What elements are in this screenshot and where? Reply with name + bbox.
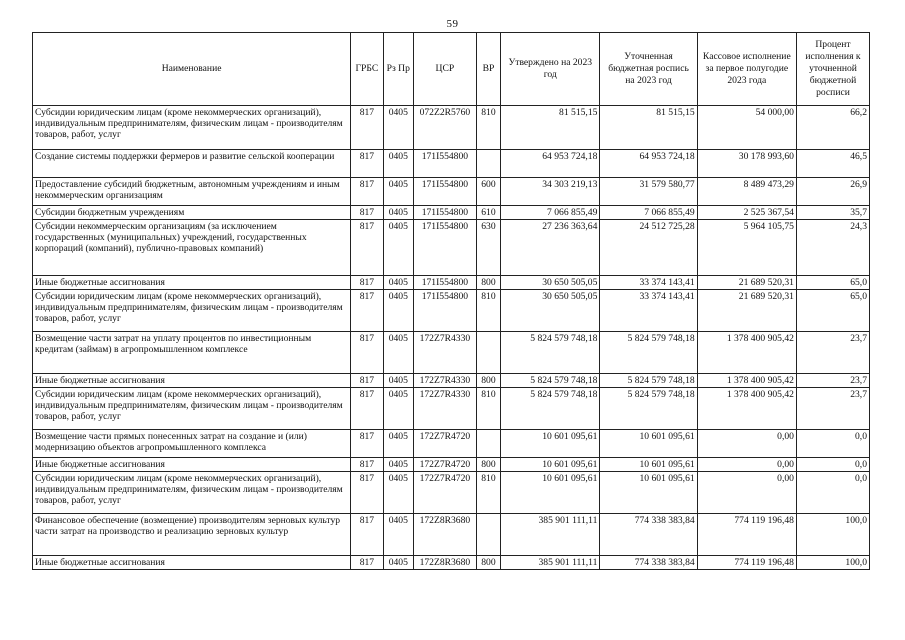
rzpr-cell: 0405 xyxy=(383,276,413,290)
percent-cell: 23,7 xyxy=(796,388,869,430)
page-number: 59 xyxy=(446,18,459,30)
executed-cell: 5 964 105,75 xyxy=(697,220,796,276)
approved-cell: 385 901 111,11 xyxy=(501,556,600,570)
row-name-cell: Субсидии юридическим лицам (кроме некоммерческих организаций), индивидуальным предпринимателям, физическим лицам - производителям товаров, работ, услуг xyxy=(33,106,351,150)
header-name: Наименование xyxy=(33,33,351,106)
header-executed: Кассовое исполнение за первое полугодие 2023 года xyxy=(697,33,796,106)
executed-cell: 0,00 xyxy=(697,472,796,514)
grbs-cell: 817 xyxy=(351,206,383,220)
csr-cell: 171I554800 xyxy=(413,220,476,276)
rzpr-cell: 0405 xyxy=(383,290,413,332)
rzpr-cell: 0405 xyxy=(383,374,413,388)
refined-cell: 10 601 095,61 xyxy=(600,430,697,458)
row-name-cell: Возмещение части прямых понесенных затрат на создание и (или) модернизацию объектов агропромышленного комплекса xyxy=(33,430,351,458)
rzpr-cell: 0405 xyxy=(383,150,413,178)
percent-cell: 100,0 xyxy=(796,556,869,570)
percent-cell: 24,3 xyxy=(796,220,869,276)
csr-cell: 171I554800 xyxy=(413,276,476,290)
header-percent: Процент исполнения к уточненной бюджетной росписи xyxy=(796,33,869,106)
row-name-cell: Иные бюджетные ассигнования xyxy=(33,276,351,290)
vr-cell xyxy=(476,332,500,374)
executed-cell: 774 119 196,48 xyxy=(697,556,796,570)
percent-cell: 66,2 xyxy=(796,106,869,150)
vr-cell: 600 xyxy=(476,178,500,206)
rzpr-cell: 0405 xyxy=(383,178,413,206)
rzpr-cell: 0405 xyxy=(383,458,413,472)
percent-cell: 65,0 xyxy=(796,290,869,332)
row-name-cell: Предоставление субсидий бюджетным, автономным учреждениям и иным некоммерческим организациям xyxy=(33,178,351,206)
vr-cell: 810 xyxy=(476,388,500,430)
executed-cell: 2 525 367,54 xyxy=(697,206,796,220)
approved-cell: 385 901 111,11 xyxy=(501,514,600,556)
row-name-cell: Субсидии юридическим лицам (кроме некоммерческих организаций), индивидуальным предпринимателям, физическим лицам - производителям товаров, работ, услуг xyxy=(33,388,351,430)
approved-cell: 27 236 363,64 xyxy=(501,220,600,276)
grbs-cell: 817 xyxy=(351,290,383,332)
refined-cell: 5 824 579 748,18 xyxy=(600,332,697,374)
refined-cell: 5 824 579 748,18 xyxy=(600,374,697,388)
approved-cell: 5 824 579 748,18 xyxy=(501,374,600,388)
grbs-cell: 817 xyxy=(351,556,383,570)
rzpr-cell: 0405 xyxy=(383,556,413,570)
rzpr-cell: 0405 xyxy=(383,206,413,220)
refined-cell: 774 338 383,84 xyxy=(600,556,697,570)
vr-cell: 800 xyxy=(476,556,500,570)
executed-cell: 8 489 473,29 xyxy=(697,178,796,206)
refined-cell: 33 374 143,41 xyxy=(600,290,697,332)
row-name-cell: Иные бюджетные ассигнования xyxy=(33,458,351,472)
table-row xyxy=(33,472,870,514)
percent-cell: 65,0 xyxy=(796,276,869,290)
grbs-cell: 817 xyxy=(351,374,383,388)
csr-cell: 172Z7R4720 xyxy=(413,458,476,472)
header-refined: Уточненная бюджетная роспись на 2023 год xyxy=(600,33,697,106)
csr-cell: 172Z8R3680 xyxy=(413,556,476,570)
rzpr-cell: 0405 xyxy=(383,430,413,458)
vr-cell: 810 xyxy=(476,472,500,514)
table-row xyxy=(33,374,870,388)
executed-cell: 21 689 520,31 xyxy=(697,276,796,290)
csr-cell: 171I554800 xyxy=(413,206,476,220)
executed-cell: 1 378 400 905,42 xyxy=(697,374,796,388)
row-name-cell: Субсидии бюджетным учреждениям xyxy=(33,206,351,220)
rzpr-cell: 0405 xyxy=(383,388,413,430)
vr-cell: 800 xyxy=(476,374,500,388)
csr-cell: 172Z7R4330 xyxy=(413,374,476,388)
table-row xyxy=(33,276,870,290)
refined-cell: 7 066 855,49 xyxy=(600,206,697,220)
refined-cell: 10 601 095,61 xyxy=(600,458,697,472)
vr-cell: 800 xyxy=(476,276,500,290)
refined-cell: 10 601 095,61 xyxy=(600,472,697,514)
table-row xyxy=(33,206,870,220)
csr-cell: 171I554800 xyxy=(413,290,476,332)
rzpr-cell: 0405 xyxy=(383,220,413,276)
row-name-cell: Иные бюджетные ассигнования xyxy=(33,556,351,570)
vr-cell: 610 xyxy=(476,206,500,220)
grbs-cell: 817 xyxy=(351,150,383,178)
table-row xyxy=(33,220,870,276)
header-rzpr: Рз Пр xyxy=(383,33,413,106)
table-row xyxy=(33,430,870,458)
executed-cell: 1 378 400 905,42 xyxy=(697,332,796,374)
grbs-cell: 817 xyxy=(351,514,383,556)
table-row xyxy=(33,388,870,430)
percent-cell: 0,0 xyxy=(796,430,869,458)
row-name-cell: Иные бюджетные ассигнования xyxy=(33,374,351,388)
executed-cell: 1 378 400 905,42 xyxy=(697,388,796,430)
csr-cell: 172Z8R3680 xyxy=(413,514,476,556)
refined-cell: 31 579 580,77 xyxy=(600,178,697,206)
csr-cell: 172Z7R4720 xyxy=(413,472,476,514)
percent-cell: 46,5 xyxy=(796,150,869,178)
executed-cell: 21 689 520,31 xyxy=(697,290,796,332)
table-row xyxy=(33,514,870,556)
percent-cell: 23,7 xyxy=(796,374,869,388)
executed-cell: 54 000,00 xyxy=(697,106,796,150)
grbs-cell: 817 xyxy=(351,472,383,514)
rzpr-cell: 0405 xyxy=(383,514,413,556)
header-csr: ЦСР xyxy=(413,33,476,106)
table-row xyxy=(33,556,870,570)
grbs-cell: 817 xyxy=(351,106,383,150)
approved-cell: 81 515,15 xyxy=(501,106,600,150)
percent-cell: 26,9 xyxy=(796,178,869,206)
approved-cell: 34 303 219,13 xyxy=(501,178,600,206)
row-name-cell: Финансовое обеспечение (возмещение) производителям зерновых культур части затрат на производство и реализацию зерновых культур xyxy=(33,514,351,556)
csr-cell: 171I554800 xyxy=(413,178,476,206)
rzpr-cell: 0405 xyxy=(383,332,413,374)
row-name-cell: Субсидии юридическим лицам (кроме некоммерческих организаций), индивидуальным предпринимателям, физическим лицам - производителям товаров, работ, услуг xyxy=(33,290,351,332)
rzpr-cell: 0405 xyxy=(383,472,413,514)
csr-cell: 171I554800 xyxy=(413,150,476,178)
vr-cell: 800 xyxy=(476,458,500,472)
refined-cell: 5 824 579 748,18 xyxy=(600,388,697,430)
table-row xyxy=(33,178,870,206)
approved-cell: 64 953 724,18 xyxy=(501,150,600,178)
table-header-row xyxy=(33,33,870,106)
row-name-cell: Возмещение части затрат на уплату процентов по инвестиционным кредитам (займам) в агропромышленном комплексе xyxy=(33,332,351,374)
header-approved: Утверждено на 2023 год xyxy=(501,33,600,106)
vr-cell xyxy=(476,430,500,458)
csr-cell: 172Z7R4330 xyxy=(413,332,476,374)
grbs-cell: 817 xyxy=(351,388,383,430)
row-name-cell: Субсидии юридическим лицам (кроме некоммерческих организаций), индивидуальным предпринимателям, физическим лицам - производителям товаров, работ, услуг xyxy=(33,472,351,514)
table-row xyxy=(33,106,870,150)
approved-cell: 5 824 579 748,18 xyxy=(501,332,600,374)
grbs-cell: 817 xyxy=(351,220,383,276)
executed-cell: 774 119 196,48 xyxy=(697,514,796,556)
table-row xyxy=(33,290,870,332)
grbs-cell: 817 xyxy=(351,332,383,374)
refined-cell: 64 953 724,18 xyxy=(600,150,697,178)
executed-cell: 30 178 993,60 xyxy=(697,150,796,178)
vr-cell xyxy=(476,150,500,178)
grbs-cell: 817 xyxy=(351,276,383,290)
grbs-cell: 817 xyxy=(351,178,383,206)
table-body xyxy=(33,106,870,570)
vr-cell: 630 xyxy=(476,220,500,276)
refined-cell: 81 515,15 xyxy=(600,106,697,150)
percent-cell: 35,7 xyxy=(796,206,869,220)
approved-cell: 5 824 579 748,18 xyxy=(501,388,600,430)
header-vr: ВР xyxy=(476,33,500,106)
budget-table xyxy=(32,32,870,570)
grbs-cell: 817 xyxy=(351,458,383,472)
approved-cell: 10 601 095,61 xyxy=(501,458,600,472)
approved-cell: 7 066 855,49 xyxy=(501,206,600,220)
approved-cell: 10 601 095,61 xyxy=(501,472,600,514)
table-row xyxy=(33,150,870,178)
approved-cell: 10 601 095,61 xyxy=(501,430,600,458)
refined-cell: 33 374 143,41 xyxy=(600,276,697,290)
executed-cell: 0,00 xyxy=(697,430,796,458)
row-name-cell: Создание системы поддержки фермеров и развитие сельской кооперации xyxy=(33,150,351,178)
percent-cell: 0,0 xyxy=(796,472,869,514)
csr-cell: 172Z7R4330 xyxy=(413,388,476,430)
grbs-cell: 817 xyxy=(351,430,383,458)
percent-cell: 0,0 xyxy=(796,458,869,472)
refined-cell: 774 338 383,84 xyxy=(600,514,697,556)
approved-cell: 30 650 505,05 xyxy=(501,276,600,290)
rzpr-cell: 0405 xyxy=(383,106,413,150)
table-row xyxy=(33,332,870,374)
row-name-cell: Субсидии некоммерческим организациям (за исключением государственных (муниципальных) учреждений, государственных корпораций (компаний), публично-правовых компаний) xyxy=(33,220,351,276)
csr-cell: 172Z7R4720 xyxy=(413,430,476,458)
header-grbs: ГРБС xyxy=(351,33,383,106)
percent-cell: 100,0 xyxy=(796,514,869,556)
vr-cell: 810 xyxy=(476,290,500,332)
table-row xyxy=(33,458,870,472)
approved-cell: 30 650 505,05 xyxy=(501,290,600,332)
vr-cell: 810 xyxy=(476,106,500,150)
refined-cell: 24 512 725,28 xyxy=(600,220,697,276)
vr-cell xyxy=(476,514,500,556)
csr-cell: 072Z2R5760 xyxy=(413,106,476,150)
executed-cell: 0,00 xyxy=(697,458,796,472)
percent-cell: 23,7 xyxy=(796,332,869,374)
